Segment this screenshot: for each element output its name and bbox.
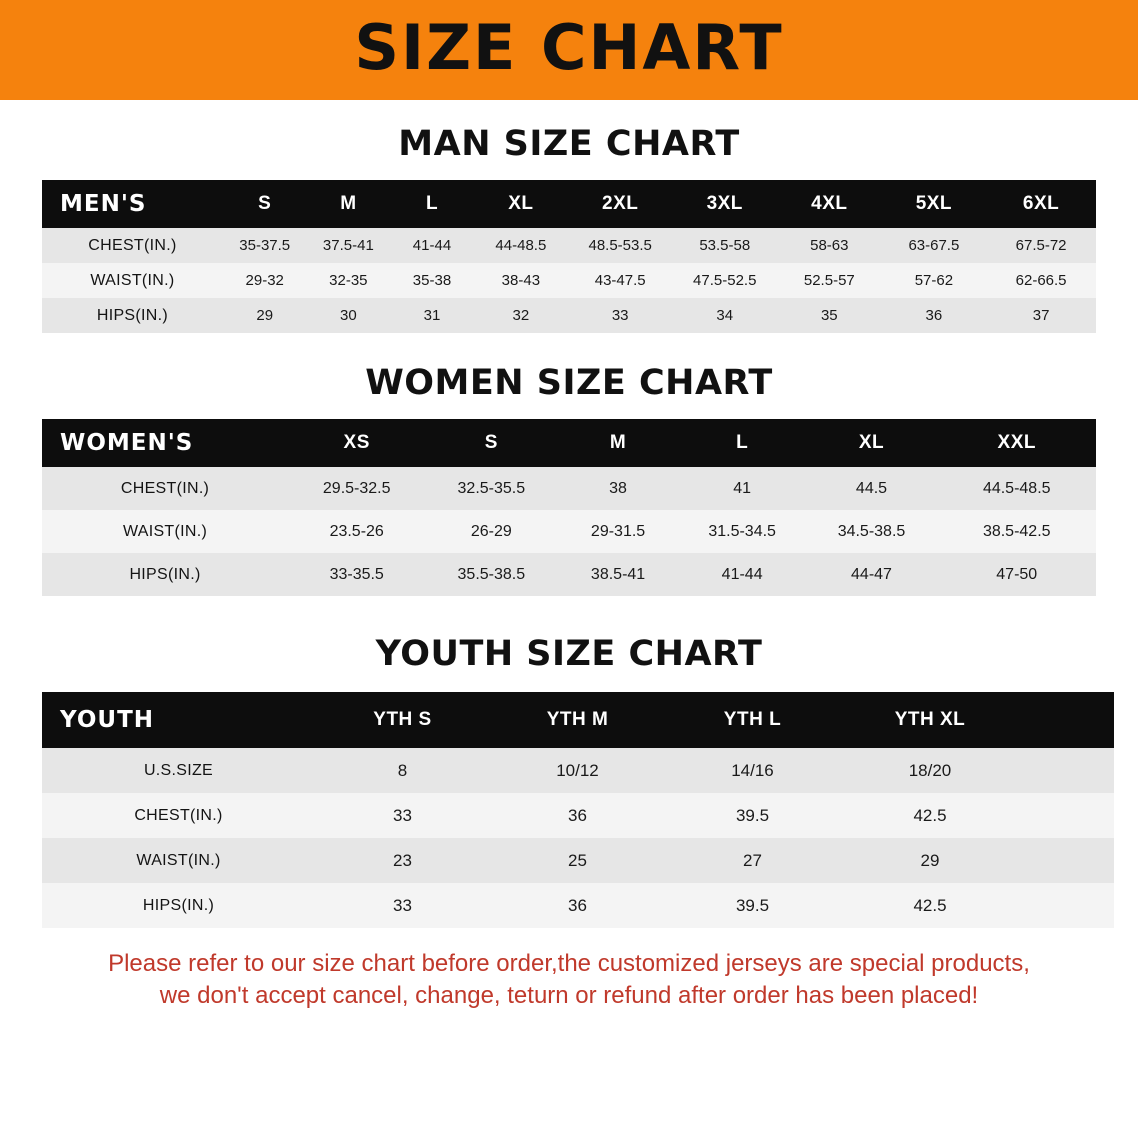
table-cell: 44-47 <box>851 565 892 583</box>
women-table-head <box>42 419 1096 467</box>
women-col-6: XXL <box>997 432 1036 453</box>
man-col-9: 6XL <box>1022 193 1060 214</box>
youth-col-4: YTH XL <box>894 709 966 730</box>
man-table-wrap <box>42 180 1096 333</box>
table-cell: 38 <box>609 479 627 497</box>
table-cell: 23 <box>393 850 412 870</box>
man-table-head <box>42 180 1096 228</box>
table-cell: 33 <box>393 805 412 825</box>
women-corner-label: WOMEN'S <box>60 430 194 456</box>
table-cell: 42.5 <box>913 895 947 915</box>
table-cell: 41 <box>733 479 752 497</box>
women-col-3: M <box>609 432 627 453</box>
man-col-2: M <box>340 193 357 214</box>
table-cell: 29-32 <box>245 272 284 289</box>
disclaimer-line-2: we don't accept cancel, change, teturn or refund after order has been placed! <box>159 982 979 1010</box>
table-cell: 32.5-35.5 <box>457 479 526 497</box>
table-cell: 41-44 <box>721 565 763 583</box>
man-row-label-chest: CHEST(IN.) <box>88 236 177 254</box>
table-cell: 31 <box>423 307 441 324</box>
women-size-table <box>42 419 1096 596</box>
table-cell: 52.5-57 <box>803 272 855 289</box>
table-cell: 57-62 <box>914 272 954 289</box>
table-cell: 35-38 <box>412 272 452 289</box>
table-cell-empty <box>1020 748 1114 793</box>
table-cell: 10/12 <box>556 760 599 780</box>
man-corner-label: MEN'S <box>60 191 147 217</box>
women-col-4: L <box>736 432 749 453</box>
table-cell: 43-47.5 <box>594 272 646 289</box>
women-col-1: XS <box>343 432 370 453</box>
youth-table-head <box>42 692 1114 748</box>
youth-table-wrap <box>42 692 1096 928</box>
table-cell: 48.5-53.5 <box>588 237 652 254</box>
page-title: SIZE CHART <box>354 11 784 84</box>
table-cell: 67.5-72 <box>1015 237 1067 254</box>
table-cell: 47-50 <box>996 565 1038 583</box>
disclaimer-note <box>34 948 1104 1013</box>
table-cell: 29.5-32.5 <box>322 479 391 497</box>
table-cell: 38.5-42.5 <box>982 522 1051 540</box>
table-cell: 53.5-58 <box>699 237 751 254</box>
youth-corner-label: YOUTH <box>60 707 155 733</box>
table-cell: 34.5-38.5 <box>837 522 906 540</box>
youth-section-title: YOUTH SIZE CHART <box>375 634 763 674</box>
man-col-3: L <box>425 193 439 214</box>
table-header-row <box>42 692 1114 748</box>
youth-row-label-ussize: U.S.SIZE <box>143 761 214 779</box>
women-section-title: WOMEN SIZE CHART <box>365 363 773 403</box>
youth-table-body <box>42 748 1114 928</box>
table-row <box>42 883 1114 928</box>
table-header-row <box>42 180 1096 228</box>
table-cell: 30 <box>340 307 357 324</box>
table-row <box>42 467 1096 510</box>
table-cell: 36 <box>925 307 943 324</box>
man-row-label-waist: WAIST(IN.) <box>90 271 175 289</box>
women-table-wrap <box>42 419 1096 596</box>
women-col-2: S <box>484 432 498 453</box>
table-cell: 42.5 <box>913 805 947 825</box>
youth-row-label-chest: CHEST(IN.) <box>134 806 223 824</box>
table-cell: 38.5-41 <box>590 565 646 583</box>
man-row-label-hips: HIPS(IN.) <box>96 306 169 324</box>
table-cell: 34 <box>716 307 734 324</box>
table-row <box>42 838 1114 883</box>
youth-row-label-waist: WAIST(IN.) <box>136 851 221 869</box>
table-row <box>42 793 1114 838</box>
table-row <box>42 553 1096 596</box>
table-cell-empty <box>1020 793 1114 838</box>
table-cell-empty <box>1020 883 1114 928</box>
women-row-label-chest: CHEST(IN.) <box>120 479 210 497</box>
table-cell: 25 <box>568 850 587 870</box>
table-cell: 35 <box>820 307 838 324</box>
youth-row-label-hips: HIPS(IN.) <box>142 896 215 914</box>
women-row-label-waist: WAIST(IN.) <box>122 522 208 540</box>
table-cell: 36 <box>568 895 587 915</box>
table-cell: 35-37.5 <box>239 237 291 254</box>
table-cell: 39.5 <box>735 895 770 915</box>
table-cell: 36 <box>568 805 587 825</box>
table-cell: 32 <box>512 307 530 324</box>
table-cell: 32-35 <box>329 272 368 289</box>
table-row <box>42 748 1114 793</box>
man-col-5: 2XL <box>602 193 639 214</box>
table-cell: 44.5-48.5 <box>982 479 1051 497</box>
disclaimer-line-1: Please refer to our size chart before order,the customized jerseys are special products, <box>108 950 1030 977</box>
women-row-label-hips: HIPS(IN.) <box>129 565 201 583</box>
table-cell: 8 <box>397 760 408 780</box>
man-section-title: MAN SIZE CHART <box>398 124 740 164</box>
man-col-8: 5XL <box>915 193 953 214</box>
table-cell: 29-31.5 <box>590 522 646 540</box>
table-cell: 62-66.5 <box>1015 272 1067 289</box>
table-cell: 39.5 <box>735 805 770 825</box>
youth-col-spacer <box>1020 692 1114 748</box>
women-col-5: XL <box>858 432 885 453</box>
table-cell: 37 <box>1032 307 1050 324</box>
table-row <box>42 228 1096 263</box>
table-row <box>42 263 1096 298</box>
man-table-body <box>42 228 1096 333</box>
table-cell: 35.5-38.5 <box>457 565 526 583</box>
table-cell: 58-63 <box>810 237 849 254</box>
table-cell: 37.5-41 <box>322 237 374 254</box>
table-cell: 29 <box>920 850 940 870</box>
table-cell: 41-44 <box>412 237 452 254</box>
man-col-1: S <box>258 193 272 214</box>
table-header-row <box>42 419 1096 467</box>
youth-size-table <box>42 692 1114 928</box>
header-banner <box>0 0 1138 100</box>
table-cell: 38-43 <box>501 272 541 289</box>
table-row <box>42 298 1096 333</box>
table-cell: 47.5-52.5 <box>693 272 757 289</box>
youth-col-1: YTH S <box>373 709 432 730</box>
man-col-4: XL <box>508 193 534 214</box>
women-table-body <box>42 467 1096 596</box>
table-row <box>42 510 1096 553</box>
table-cell: 33 <box>611 307 629 324</box>
table-cell: 26-29 <box>470 522 512 540</box>
table-cell: 44-48.5 <box>495 237 547 254</box>
man-col-6: 3XL <box>706 193 743 214</box>
table-cell: 31.5-34.5 <box>708 522 776 540</box>
table-cell: 23.5-26 <box>329 522 384 540</box>
table-cell: 33-35.5 <box>329 565 384 583</box>
table-cell: 29 <box>256 307 274 324</box>
table-cell: 44.5 <box>855 479 888 497</box>
youth-col-2: YTH M <box>546 709 609 730</box>
man-size-table <box>42 180 1096 333</box>
youth-col-3: YTH L <box>723 709 782 730</box>
table-cell: 27 <box>743 850 762 870</box>
man-col-7: 4XL <box>811 193 848 214</box>
table-cell-empty <box>1020 838 1114 883</box>
table-cell: 18/20 <box>908 760 952 780</box>
table-cell: 63-67.5 <box>908 237 960 254</box>
table-cell: 14/16 <box>731 760 774 780</box>
table-cell: 33 <box>393 895 412 915</box>
